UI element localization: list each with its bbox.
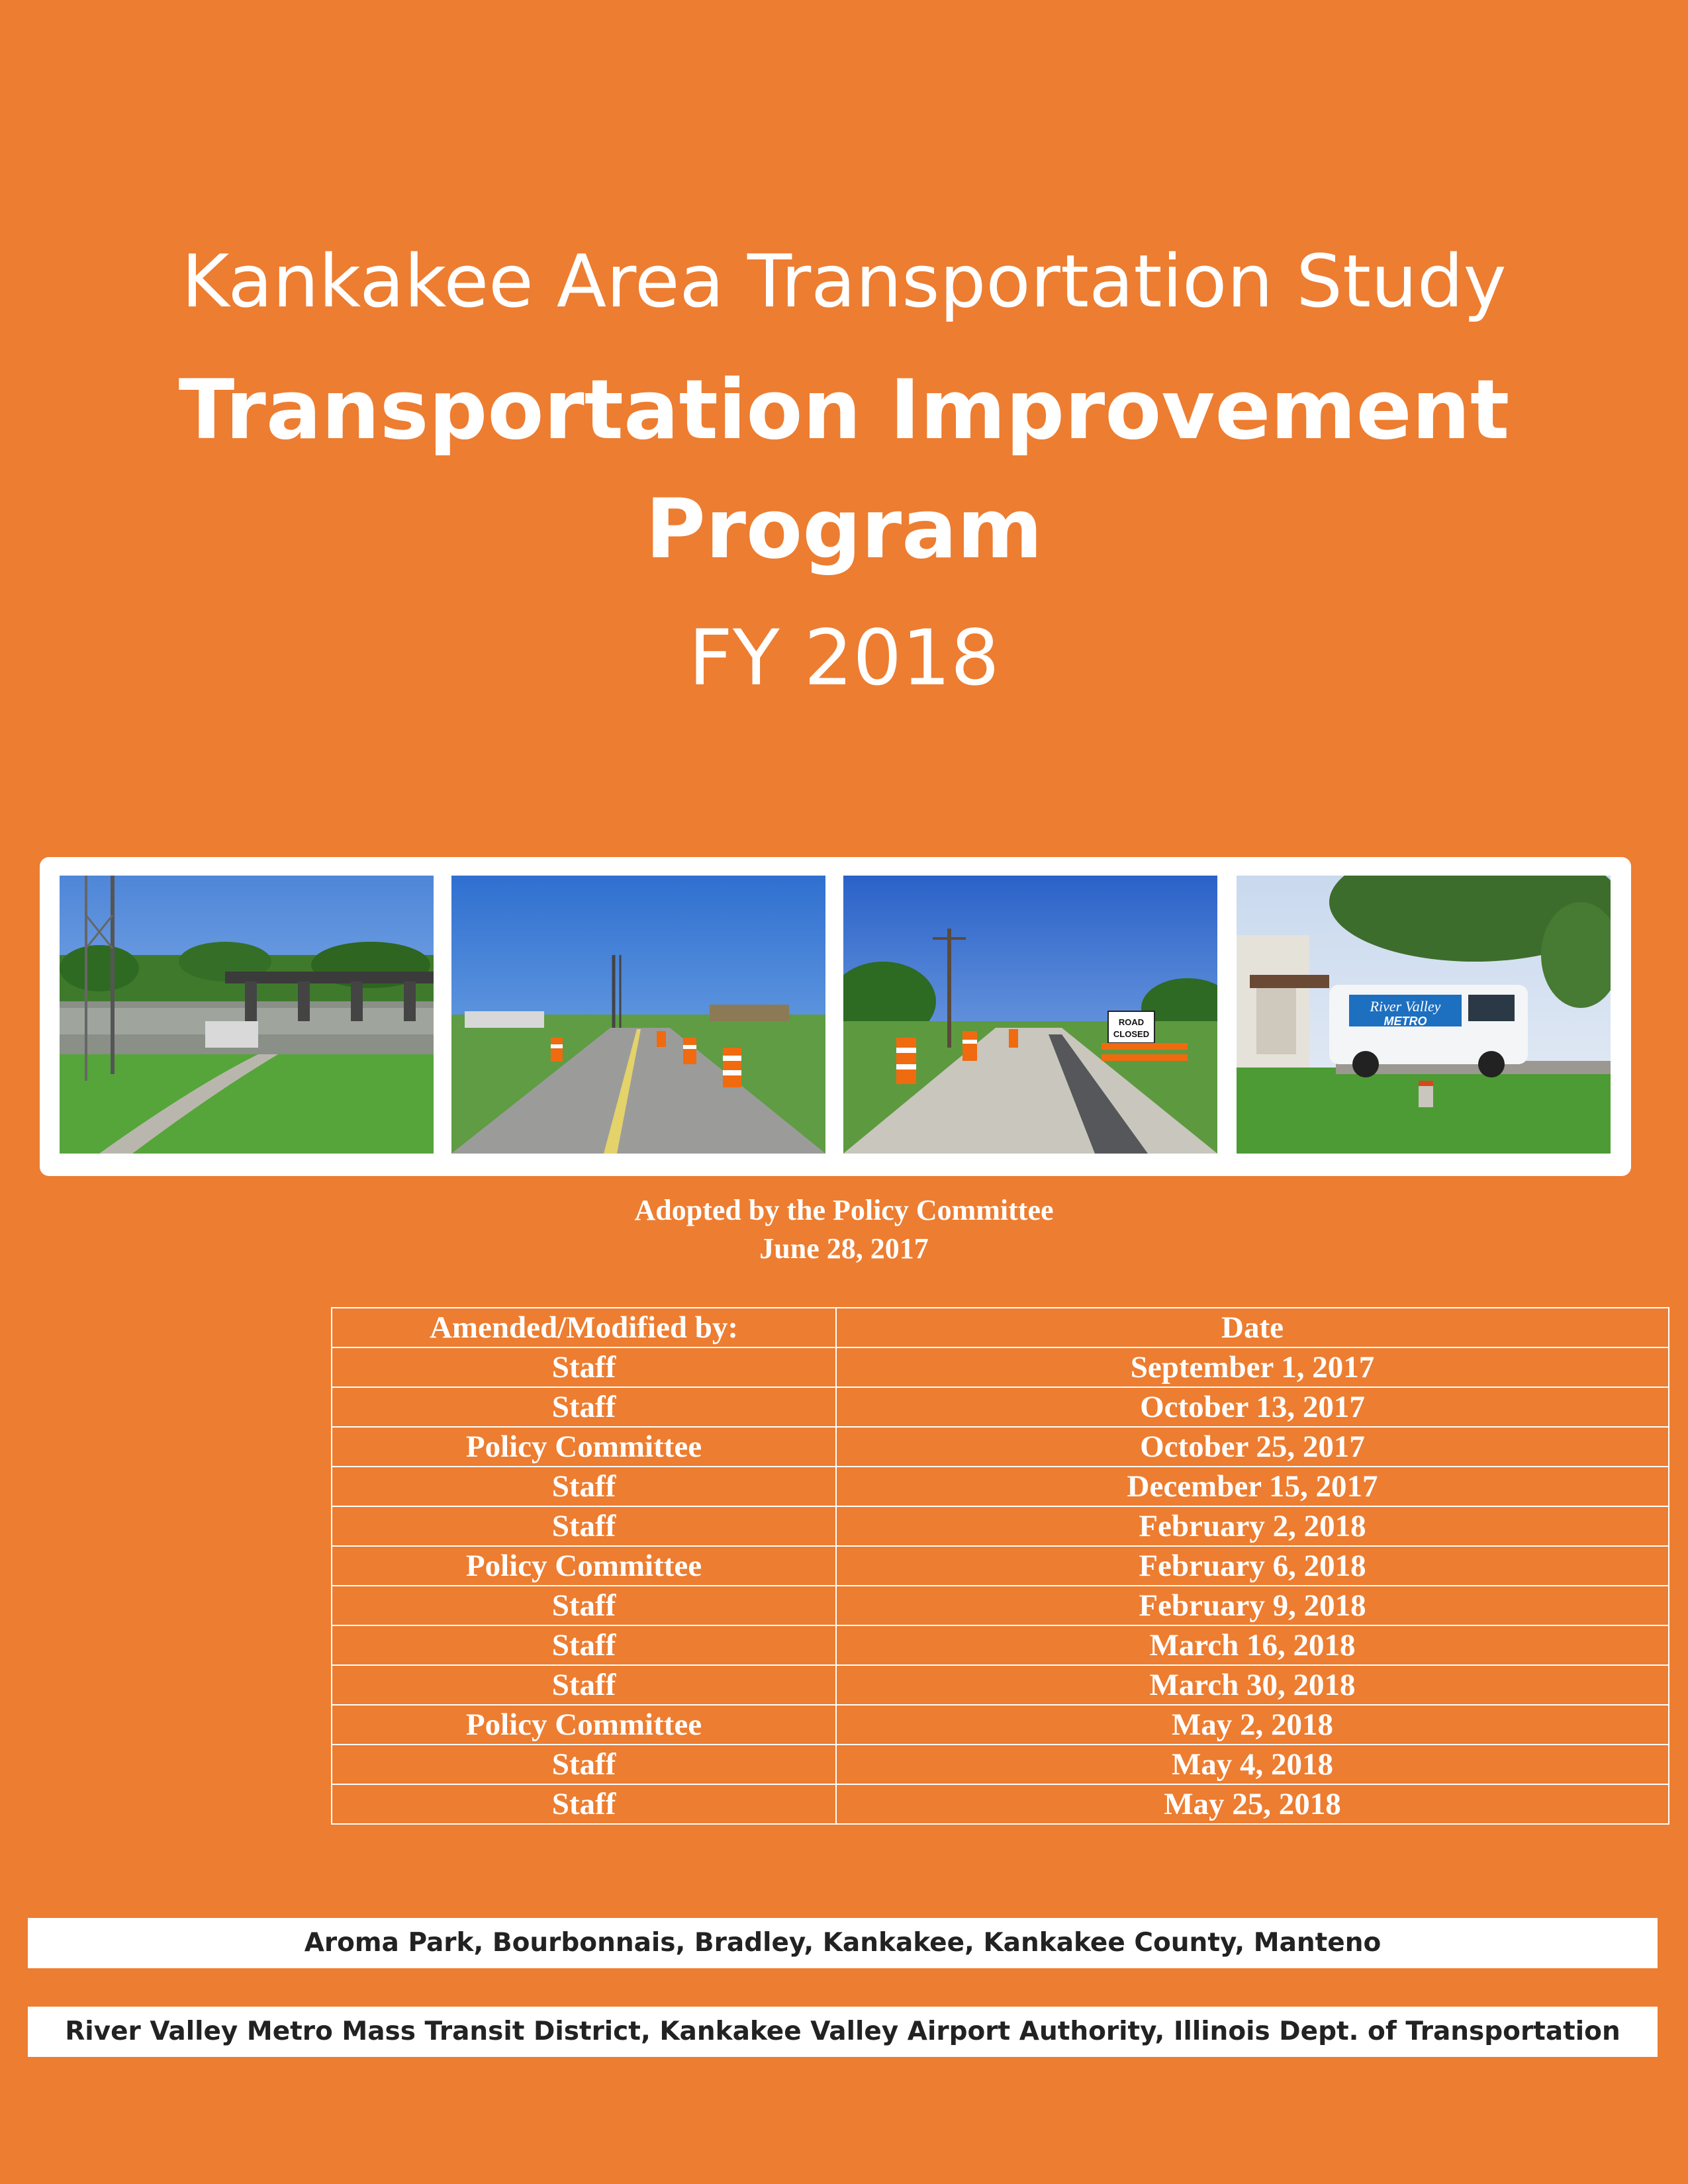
amend-date: May 2, 2018 (836, 1705, 1669, 1745)
amended-by: Policy Committee (332, 1427, 836, 1467)
table-row (332, 1387, 1669, 1427)
photo-metro-bus (1237, 876, 1611, 1154)
amendment-table (331, 1307, 1669, 1825)
agencies-band: River Valley Metro Mass Transit District, Kankakee Valley Airport Authority, Illinois Dept. of Transportation (28, 2007, 1658, 2057)
amendment-header-row (332, 1308, 1669, 1347)
amended-by: Staff (332, 1745, 836, 1784)
table-row (332, 1784, 1669, 1824)
adopted-by-line: Adopted by the Policy Committee (634, 1194, 1054, 1226)
table-row (332, 1506, 1669, 1546)
amended-by: Staff (332, 1784, 836, 1824)
amended-by: Policy Committee (332, 1705, 836, 1745)
document-title-line2: Program (645, 482, 1043, 577)
table-row (332, 1665, 1669, 1705)
svg-text:ROAD: ROAD (1118, 1017, 1145, 1027)
cover-title (0, 232, 1688, 708)
amended-by: Staff (332, 1625, 836, 1665)
amend-date: October 13, 2017 (836, 1387, 1669, 1427)
amend-date: May 25, 2018 (836, 1784, 1669, 1824)
photo-strip (40, 857, 1631, 1176)
table-row (332, 1745, 1669, 1784)
bus-text: River Valley (1370, 998, 1441, 1015)
amend-date: February 2, 2018 (836, 1506, 1669, 1546)
photo-river-bridge (60, 876, 434, 1154)
amended-by: Staff (332, 1467, 836, 1506)
header-amended-by: Amended/Modified by: (332, 1308, 836, 1347)
amend-date: September 1, 2017 (836, 1347, 1669, 1387)
amended-by: Staff (332, 1347, 836, 1387)
photo-road-closed (843, 876, 1217, 1154)
amend-date: February 9, 2018 (836, 1586, 1669, 1625)
table-row (332, 1705, 1669, 1745)
amend-date: March 30, 2018 (836, 1665, 1669, 1705)
table-row (332, 1427, 1669, 1467)
table-row (332, 1546, 1669, 1586)
document-title-line1: Transportation Improvement (178, 363, 1510, 458)
amended-by: Policy Committee (332, 1546, 836, 1586)
amend-date: May 4, 2018 (836, 1745, 1669, 1784)
table-row (332, 1586, 1669, 1625)
amended-by: Staff (332, 1387, 836, 1427)
fiscal-year: FY 2018 (688, 614, 1000, 703)
amended-by: Staff (332, 1506, 836, 1546)
amend-date: March 16, 2018 (836, 1625, 1669, 1665)
amended-by: Staff (332, 1586, 836, 1625)
bus-text2: METRO (1383, 1015, 1427, 1028)
photo-road-construction (451, 876, 825, 1154)
table-row (332, 1347, 1669, 1387)
adopted-date: June 28, 2017 (759, 1232, 929, 1265)
table-row (332, 1467, 1669, 1506)
amend-date: February 6, 2018 (836, 1546, 1669, 1586)
table-row (332, 1625, 1669, 1665)
amend-date: December 15, 2017 (836, 1467, 1669, 1506)
municipalities-band: Aroma Park, Bourbonnais, Bradley, Kankakee, Kankakee County, Manteno (28, 1918, 1658, 1968)
amend-date: October 25, 2017 (836, 1427, 1669, 1467)
organization-name: Kankakee Area Transportation Study (181, 239, 1507, 324)
amended-by: Staff (332, 1665, 836, 1705)
svg-text:CLOSED: CLOSED (1113, 1029, 1150, 1039)
header-date: Date (836, 1308, 1669, 1347)
